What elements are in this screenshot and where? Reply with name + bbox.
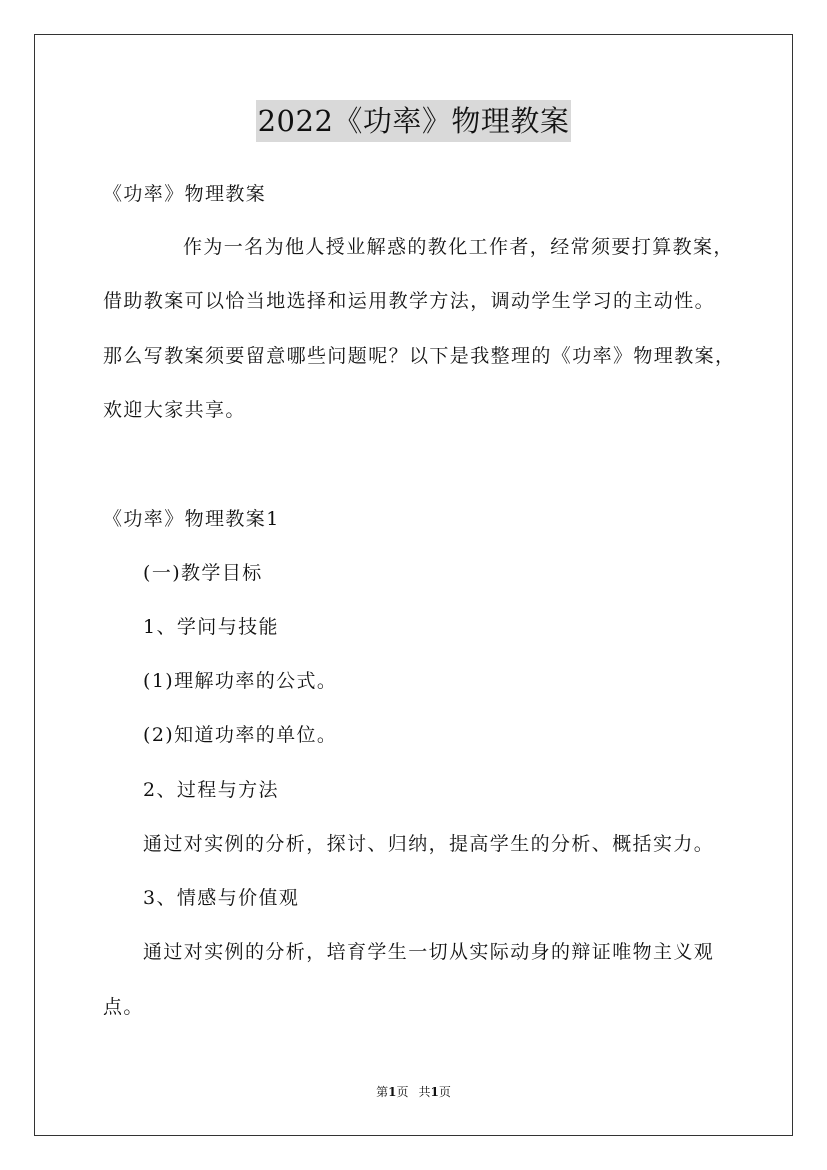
page-footer — [0, 1083, 827, 1101]
footer-page-number: 1 — [388, 1085, 397, 1099]
footer-page-prefix: 第 — [376, 1085, 389, 1099]
footer-total-suffix: 页 — [438, 1085, 451, 1099]
title-container — [0, 100, 827, 142]
intro-line-1: 作为一名为他人授业解惑的教化工作者，经常须要打算教案， — [183, 236, 734, 258]
section-heading: 《功率》物理教案1 — [103, 508, 280, 530]
intro-line-3: 那么写教案须要留意哪些问题呢？以下是我整理的《功率》物理教案， — [103, 345, 736, 367]
footer-total-number: 1 — [430, 1085, 439, 1099]
document-title: 2022《功率》物理教案 — [256, 100, 572, 142]
item-emotion-values: 3、情感与价值观 — [143, 887, 300, 909]
item-formula: (1)理解功率的公式。 — [143, 670, 338, 692]
item-unit: (2)知道功率的单位。 — [143, 724, 338, 746]
item-emotion-text: 通过对实例的分析，培育学生一切从实际动身的辩证唯物主义观 — [143, 941, 715, 963]
intro-line-2: 借助教案可以恰当地选择和运用教学方法，调动学生学习的主动性。 — [103, 290, 716, 312]
item-emotion-text-cont: 点。 — [103, 996, 144, 1018]
item-knowledge-skills: 1、学问与技能 — [143, 616, 279, 638]
footer-total-prefix: 共 — [418, 1085, 431, 1099]
item-process-method: 2、过程与方法 — [143, 779, 279, 801]
item-process-text: 通过对实例的分析，探讨、归纳，提高学生的分析、概括实力。 — [143, 833, 715, 855]
intro-line-4: 欢迎大家共享。 — [103, 399, 246, 421]
document-subtitle: 《功率》物理教案 — [103, 183, 267, 205]
footer-page-suffix: 页 — [396, 1085, 409, 1099]
item-teaching-goals: (一)教学目标 — [143, 562, 263, 584]
